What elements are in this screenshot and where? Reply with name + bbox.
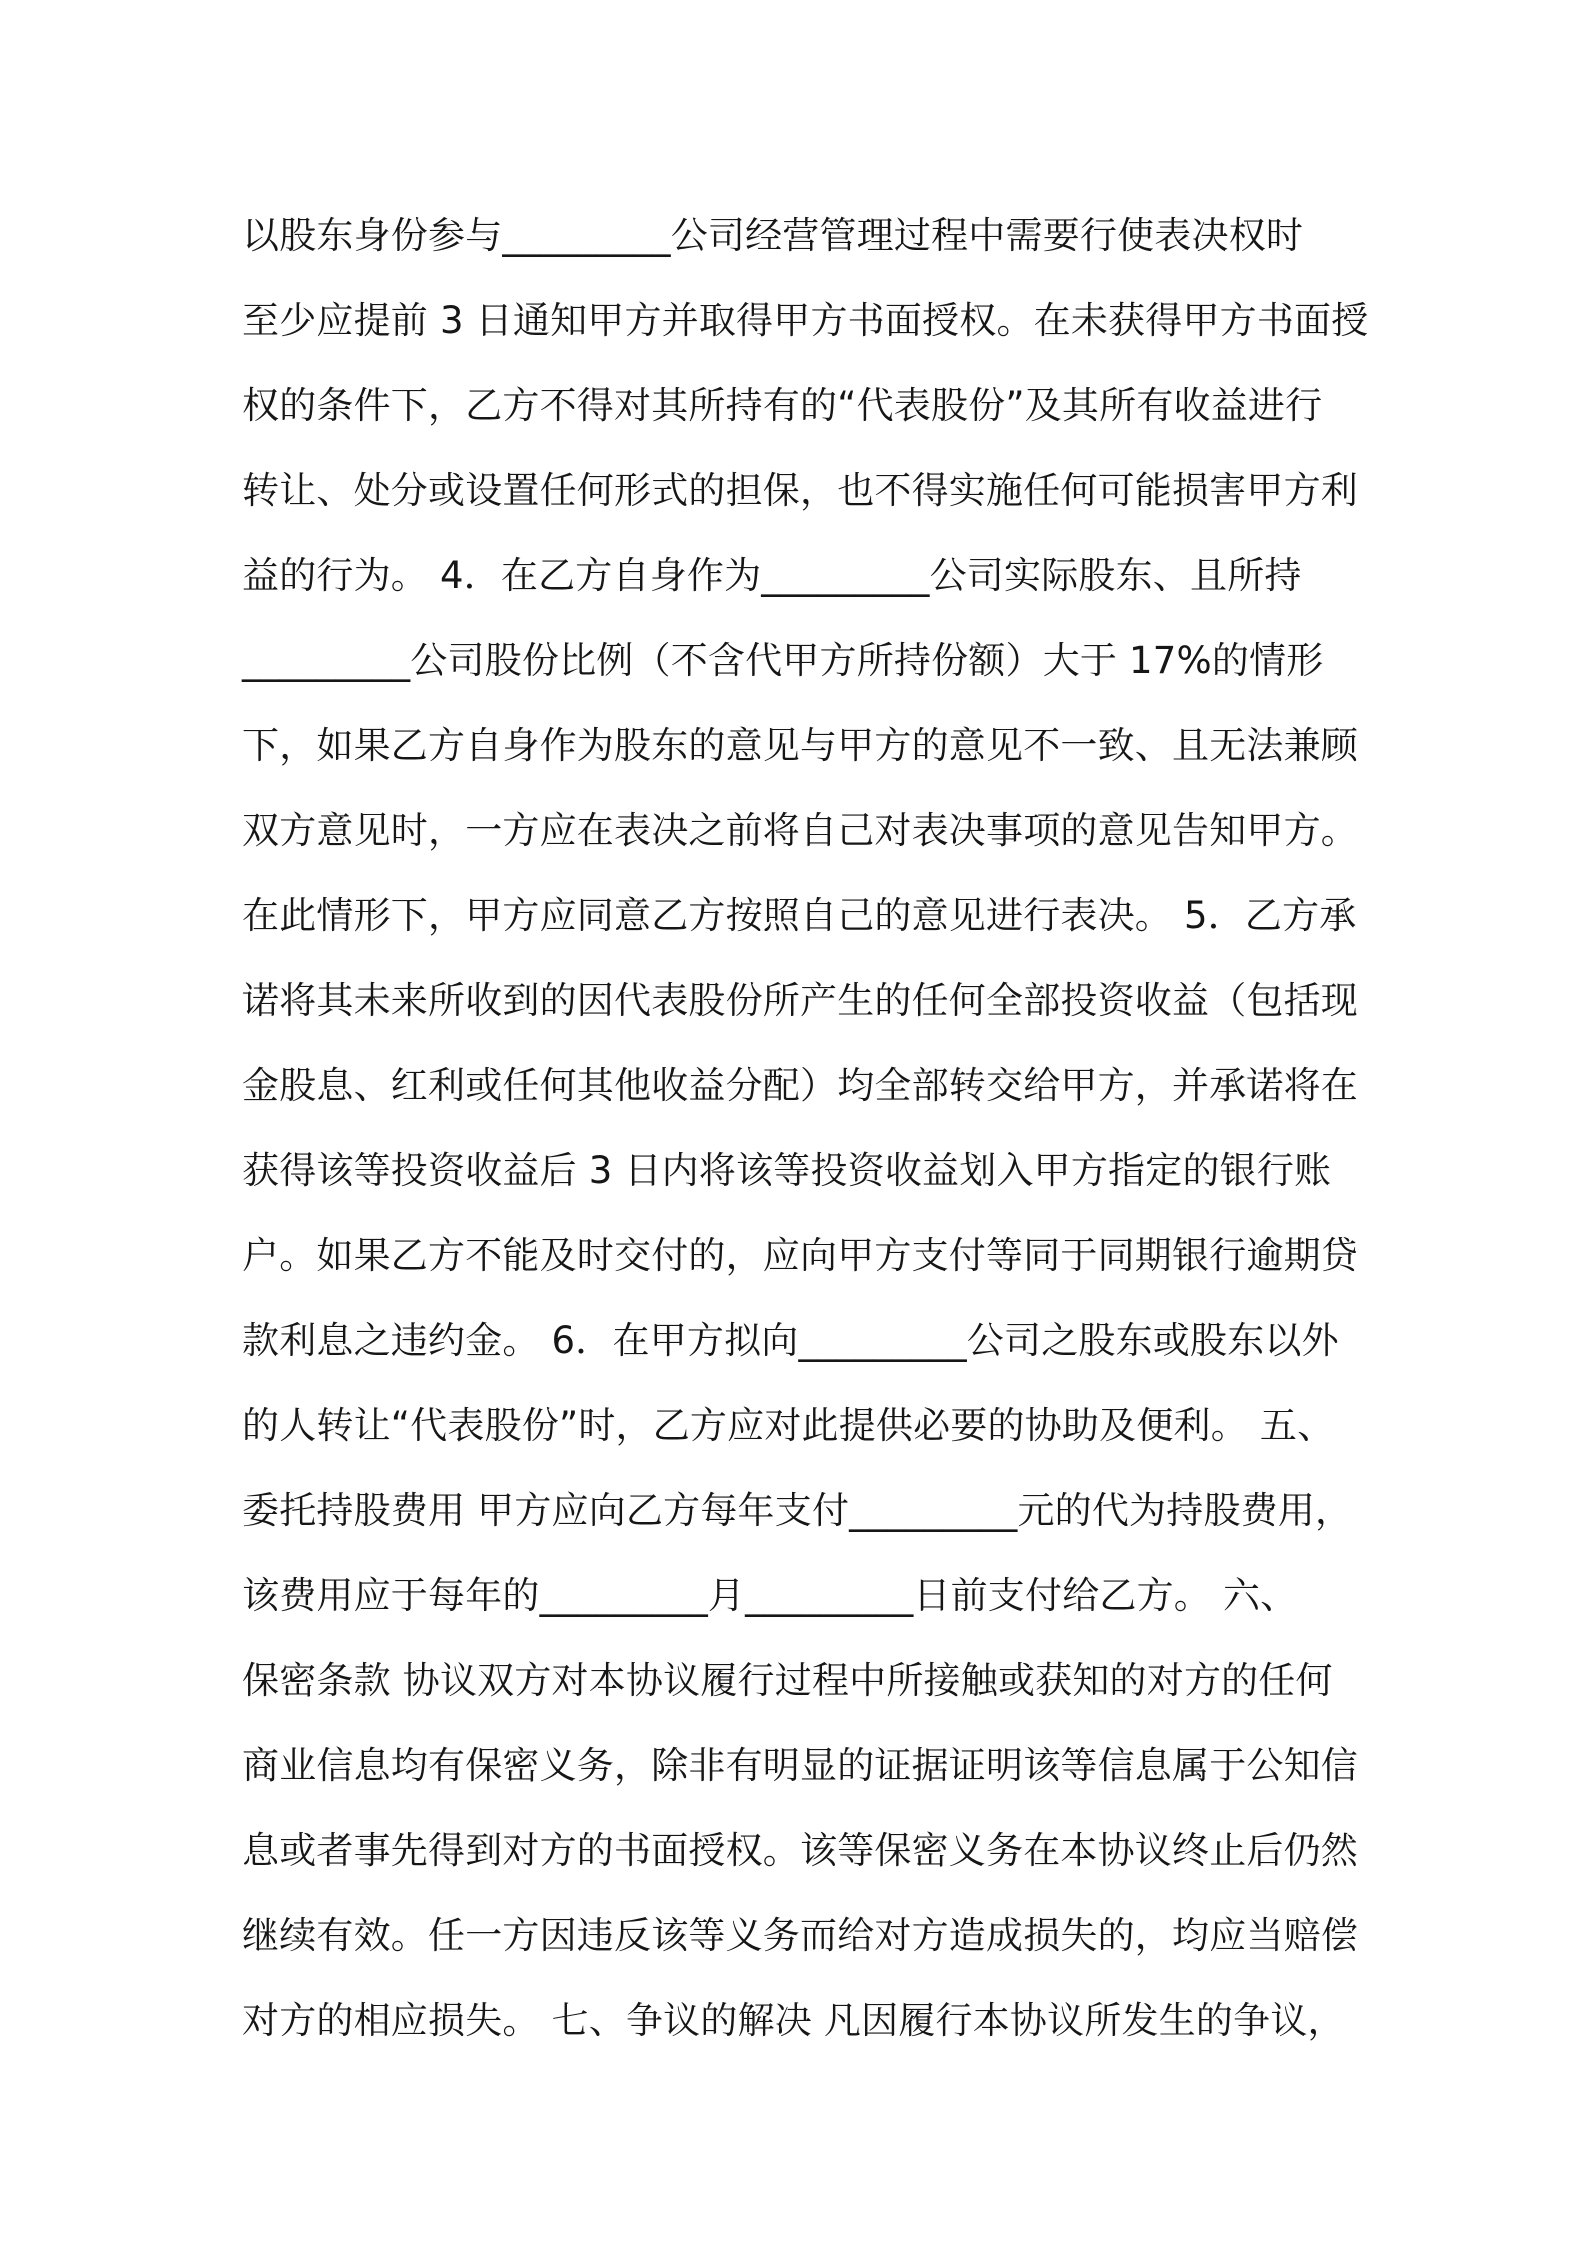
text-line: 商业信息均有保密义务，除非有明显的证据证明该等信息属于公知信	[242, 1744, 1358, 1787]
text-line: 权的条件下，乙方不得对其所持有的“代表股份”及其所有收益进行	[242, 384, 1323, 427]
text-line: 户。如果乙方不能及时交付的，应向甲方支付等同于同期银行逾期贷	[242, 1234, 1358, 1277]
body-text	[242, 193, 1367, 2063]
text-line: 继续有效。任一方因违反该等义务而给对方造成损失的，均应当赔偿	[242, 1914, 1358, 1957]
text-line: 金股息、红利或任何其他收益分配）均全部转交给甲方，并承诺将在	[242, 1064, 1358, 1107]
text-line: 转让、处分或设置任何形式的担保，也不得实施任何可能损害甲方利	[242, 469, 1358, 512]
text-line: 益的行为。 4．在乙方自身作为_________公司实际股东、且所持	[242, 554, 1302, 597]
text-line: 以股东身份参与_________公司经营管理过程中需要行使表决权时	[242, 214, 1304, 257]
text-line: 诺将其未来所收到的因代表股份所产生的任何全部投资收益（包括现	[242, 979, 1358, 1022]
text-line: 息或者事先得到对方的书面授权。该等保密义务在本协议终止后仍然	[242, 1829, 1358, 1872]
text-line: 该费用应于每年的_________月_________日前支付给乙方。 六、	[242, 1574, 1298, 1617]
text-line: 至少应提前 3 日通知甲方并取得甲方书面授权。在未获得甲方书面授	[242, 299, 1369, 342]
text-line: 在此情形下，甲方应同意乙方按照自己的意见进行表决。 5．乙方承	[242, 894, 1357, 937]
text-line: 双方意见时，一方应在表决之前将自己对表决事项的意见告知甲方。	[242, 809, 1358, 852]
text-line: 获得该等投资收益后 3 日内将该等投资收益划入甲方指定的银行账	[242, 1149, 1332, 1192]
text-line: 下，如果乙方自身作为股东的意见与甲方的意见不一致、且无法兼顾	[242, 724, 1358, 767]
text-line: 对方的相应损失。 七、争议的解决 凡因履行本协议所发生的争议，	[242, 1999, 1345, 2042]
text-line: 的人转让“代表股份”时，乙方应对此提供必要的协助及便利。 五、	[242, 1404, 1335, 1447]
text-line: 委托持股费用 甲方应向乙方每年支付_________元的代为持股费用，	[242, 1489, 1353, 1532]
text-line: 保密条款 协议双方对本协议履行过程中所接触或获知的对方的任何	[242, 1659, 1333, 1702]
text-line: 款利息之违约金。 6．在甲方拟向_________公司之股东或股东以外	[242, 1319, 1339, 1362]
text-line: _________公司股份比例（不含代甲方所持份额）大于 17%的情形	[242, 639, 1324, 682]
